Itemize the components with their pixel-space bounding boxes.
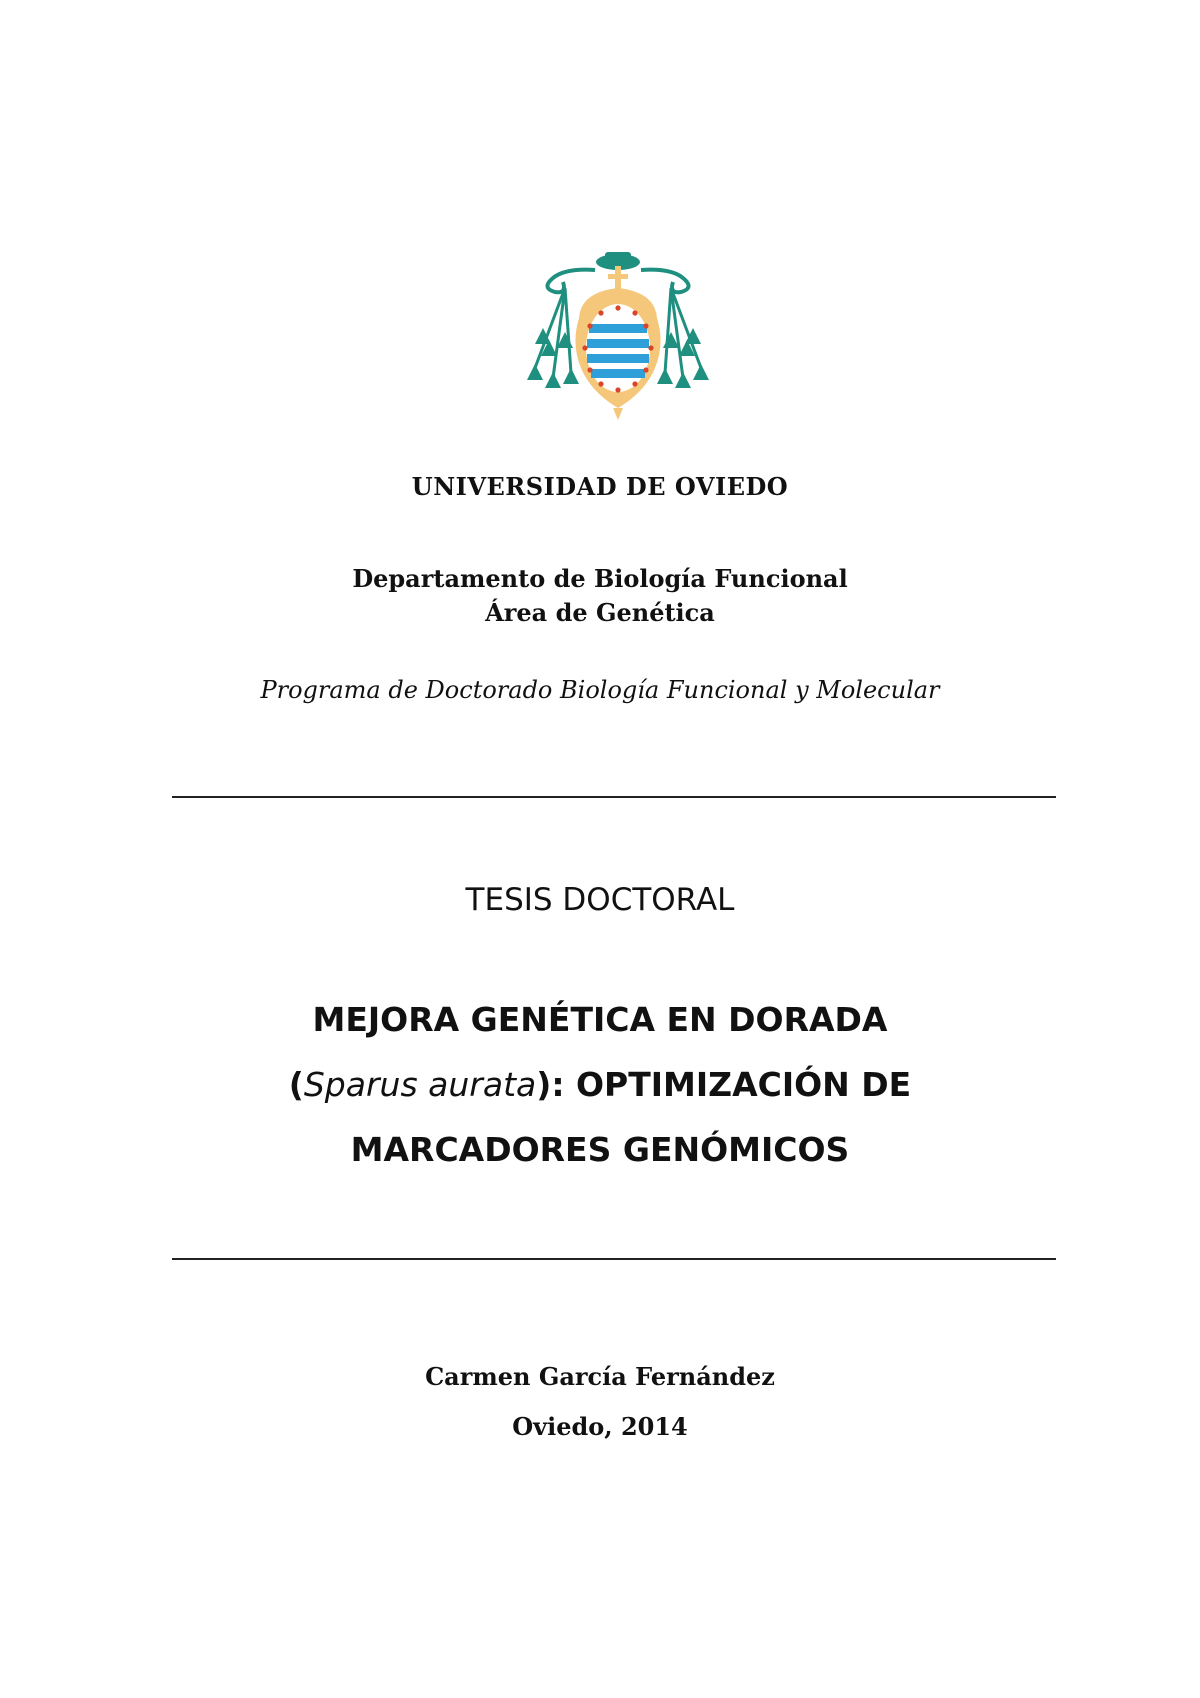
place-date: Oviedo, 2014 bbox=[512, 1412, 688, 1441]
university-name: UNIVERSIDAD DE OVIEDO bbox=[411, 472, 789, 501]
department-name: Departamento de Biología Funcional bbox=[352, 564, 848, 593]
title-paren-open: ( bbox=[288, 1065, 304, 1104]
title-line-3: MARCADORES GENÓMICOS bbox=[350, 1130, 850, 1169]
thesis-title bbox=[0, 987, 1200, 1182]
area-name: Área de Genética bbox=[485, 598, 715, 627]
thesis-type: TESIS DOCTORAL bbox=[465, 882, 735, 918]
title-line-2 bbox=[0, 1052, 1200, 1117]
divider-top bbox=[172, 796, 1056, 798]
doctoral-program: Programa de Doctorado Biología Funcional y Molecular bbox=[260, 676, 940, 704]
divider-bottom bbox=[172, 1258, 1056, 1260]
university-crest-icon bbox=[505, 248, 731, 428]
species-name: Sparus aurata bbox=[303, 1065, 537, 1104]
title-line-2-rest: ): OPTIMIZACIÓN DE bbox=[536, 1065, 912, 1104]
title-line-1: MEJORA GENÉTICA EN DORADA bbox=[312, 1000, 888, 1039]
author-name: Carmen García Fernández bbox=[425, 1362, 775, 1391]
